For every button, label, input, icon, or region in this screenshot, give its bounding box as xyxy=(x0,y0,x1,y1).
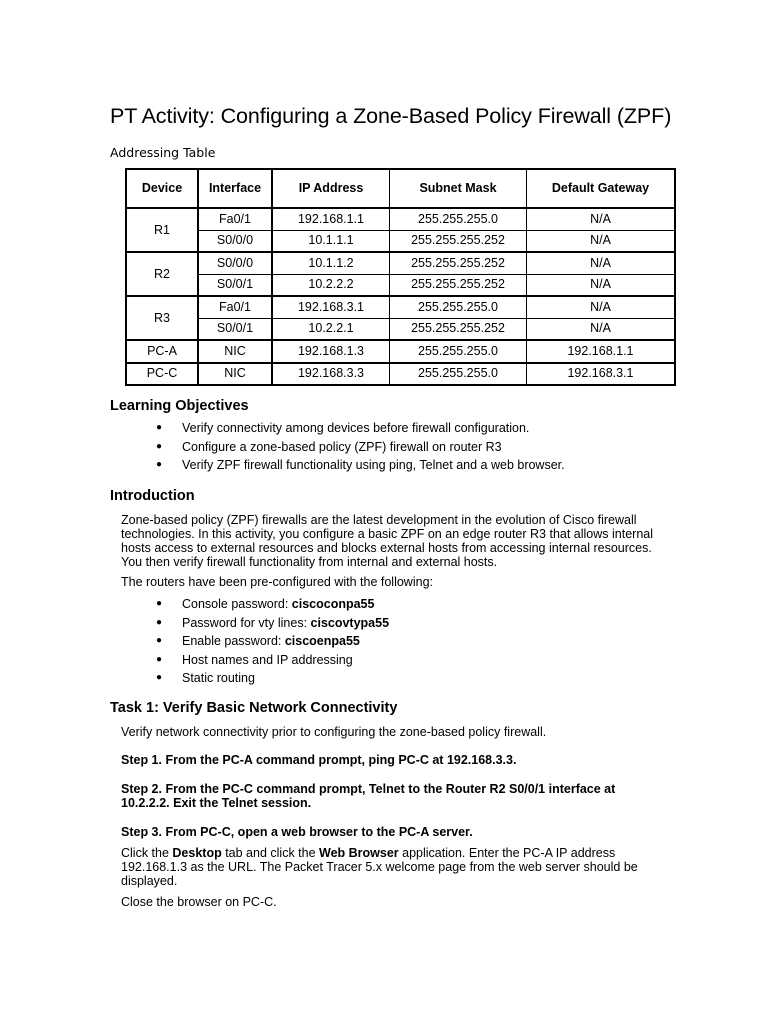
task1-close-text: Close the browser on PC-C. xyxy=(121,895,277,909)
header-default-gateway: Default Gateway xyxy=(527,169,676,208)
table-row xyxy=(126,340,675,363)
cell-ip: 192.168.3.3 xyxy=(272,363,390,386)
item-label: Static routing xyxy=(182,671,255,685)
step3-text-part: tab and click the xyxy=(221,846,320,860)
objective-text: Verify connectivity among devices before firewall configuration. xyxy=(182,421,530,435)
task1-step3-text xyxy=(121,846,666,888)
header-device: Device xyxy=(126,169,198,208)
item-label: Password for vty lines: xyxy=(182,615,311,630)
table-header-row xyxy=(126,169,675,208)
bullet-icon: ● xyxy=(156,635,163,646)
cell-mask: 255.255.255.0 xyxy=(390,208,527,230)
cell-mask: 255.255.255.0 xyxy=(390,296,527,318)
addressing-table xyxy=(125,168,676,386)
cell-gateway: 192.168.3.1 xyxy=(527,363,676,386)
table-row xyxy=(126,274,675,296)
cell-gateway: 192.168.1.1 xyxy=(527,340,676,363)
list-item xyxy=(153,669,389,688)
cell-device: R1 xyxy=(126,208,198,252)
cell-interface: S0/0/0 xyxy=(198,252,272,274)
objective-text: Configure a zone-based policy (ZPF) firewall on router R3 xyxy=(182,439,502,454)
cell-gateway: N/A xyxy=(527,208,676,230)
task1-step3: Step 3. From PC-C, open a web browser to the PC-A server. xyxy=(121,825,473,839)
table-row xyxy=(126,296,675,318)
cell-gateway: N/A xyxy=(527,296,676,318)
cell-device: R3 xyxy=(126,296,198,340)
step3-text-part: Click the xyxy=(121,846,173,860)
list-item xyxy=(153,651,389,670)
bullet-icon: ● xyxy=(156,440,163,452)
cell-interface: Fa0/1 xyxy=(198,296,272,318)
cell-interface: Fa0/1 xyxy=(198,208,272,230)
task1-intro: Verify network connectivity prior to configuring the zone-based policy firewall. xyxy=(121,725,547,739)
bullet-icon: ● xyxy=(156,616,163,628)
bullet-icon: ● xyxy=(156,672,163,683)
bullet-icon: ● xyxy=(156,598,163,609)
cell-gateway: N/A xyxy=(527,274,676,296)
table-caption: Addressing Table xyxy=(110,145,216,160)
cell-ip: 192.168.3.1 xyxy=(272,296,390,318)
cell-ip: 10.2.2.2 xyxy=(272,274,390,296)
preconfig-list xyxy=(153,595,389,688)
item-value: ciscoconpa55 xyxy=(291,597,375,611)
bullet-icon: ● xyxy=(156,422,163,433)
task1-heading: Task 1: Verify Basic Network Connectivity xyxy=(110,700,398,716)
cell-gateway: N/A xyxy=(527,230,676,252)
cell-device: PC-A xyxy=(126,340,198,363)
item-label: Console password: xyxy=(182,597,292,611)
task1-step2: Step 2. From the PC-C command prompt, Telnet to the Router R2 S0/0/1 interface at 10.2.2.2. Exit the Telnet session. xyxy=(121,782,616,810)
table-row xyxy=(126,363,675,386)
page-title: PT Activity: Configuring a Zone-Based Policy Firewall (ZPF) xyxy=(110,104,672,128)
list-item xyxy=(153,438,565,457)
header-subnet-mask: Subnet Mask xyxy=(390,169,527,208)
cell-mask: 255.255.255.252 xyxy=(390,274,527,296)
cell-mask: 255.255.255.0 xyxy=(390,363,527,386)
task1-step1: Step 1. From the PC-A command prompt, ping PC-C at 192.168.3.3. xyxy=(121,753,517,767)
cell-ip: 10.1.1.1 xyxy=(272,230,390,252)
cell-gateway: N/A xyxy=(527,252,676,274)
cell-interface: S0/0/1 xyxy=(198,274,272,296)
cell-ip: 10.2.2.1 xyxy=(272,318,390,340)
preconfig-text: The routers have been pre-configured with the following: xyxy=(121,575,433,589)
introduction-heading: Introduction xyxy=(110,488,195,504)
list-item xyxy=(153,632,389,651)
cell-interface: NIC xyxy=(198,340,272,363)
cell-interface: NIC xyxy=(198,363,272,386)
item-label: Enable password: xyxy=(182,634,285,648)
step3-text-part: application. Enter the PC-A IP address 192.168.1.3 as the URL. The Packet Tracer 5.x welcome page from the web server should be displayed. xyxy=(121,846,638,888)
introduction-paragraph: Zone-based policy (ZPF) firewalls are the latest development in the evolution of Cisco firewall technologies. In this activity, you configure a basic ZPF on an edge router R3 that allows internal hosts access to external resources and blocks external hosts from accessing internal resources. You then verify firewall functionality from internal and external hosts. xyxy=(121,513,654,569)
table-row xyxy=(126,230,675,252)
cell-ip: 192.168.1.1 xyxy=(272,208,390,230)
header-interface: Interface xyxy=(198,169,272,208)
cell-gateway: N/A xyxy=(527,318,676,340)
desktop-tab-name: Desktop xyxy=(172,846,222,860)
header-ip-address: IP Address xyxy=(272,169,390,208)
cell-interface: S0/0/0 xyxy=(198,230,272,252)
cell-mask: 255.255.255.0 xyxy=(390,340,527,363)
table-row xyxy=(126,208,675,230)
cell-mask: 255.255.255.252 xyxy=(390,252,527,274)
objectives-heading: Learning Objectives xyxy=(110,398,249,414)
list-item xyxy=(153,419,565,438)
table-row xyxy=(126,318,675,340)
cell-ip: 192.168.1.3 xyxy=(272,340,390,363)
cell-mask: 255.255.255.252 xyxy=(390,230,527,252)
bullet-icon: ● xyxy=(156,459,163,470)
cell-mask: 255.255.255.252 xyxy=(390,318,527,340)
table-row xyxy=(126,252,675,274)
objectives-list xyxy=(153,419,565,475)
cell-device: R2 xyxy=(126,252,198,296)
list-item xyxy=(153,614,389,633)
web-browser-app-name: Web Browser xyxy=(319,846,399,860)
cell-interface: S0/0/1 xyxy=(198,318,272,340)
item-value: ciscovtypa55 xyxy=(310,615,390,630)
cell-device: PC-C xyxy=(126,363,198,386)
cell-ip: 10.1.1.2 xyxy=(272,252,390,274)
list-item xyxy=(153,595,389,614)
item-label: Host names and IP addressing xyxy=(182,652,353,667)
objective-text: Verify ZPF firewall functionality using ping, Telnet and a web browser. xyxy=(182,458,565,472)
item-value: ciscoenpa55 xyxy=(284,634,360,648)
list-item xyxy=(153,456,565,475)
bullet-icon: ● xyxy=(156,653,163,665)
